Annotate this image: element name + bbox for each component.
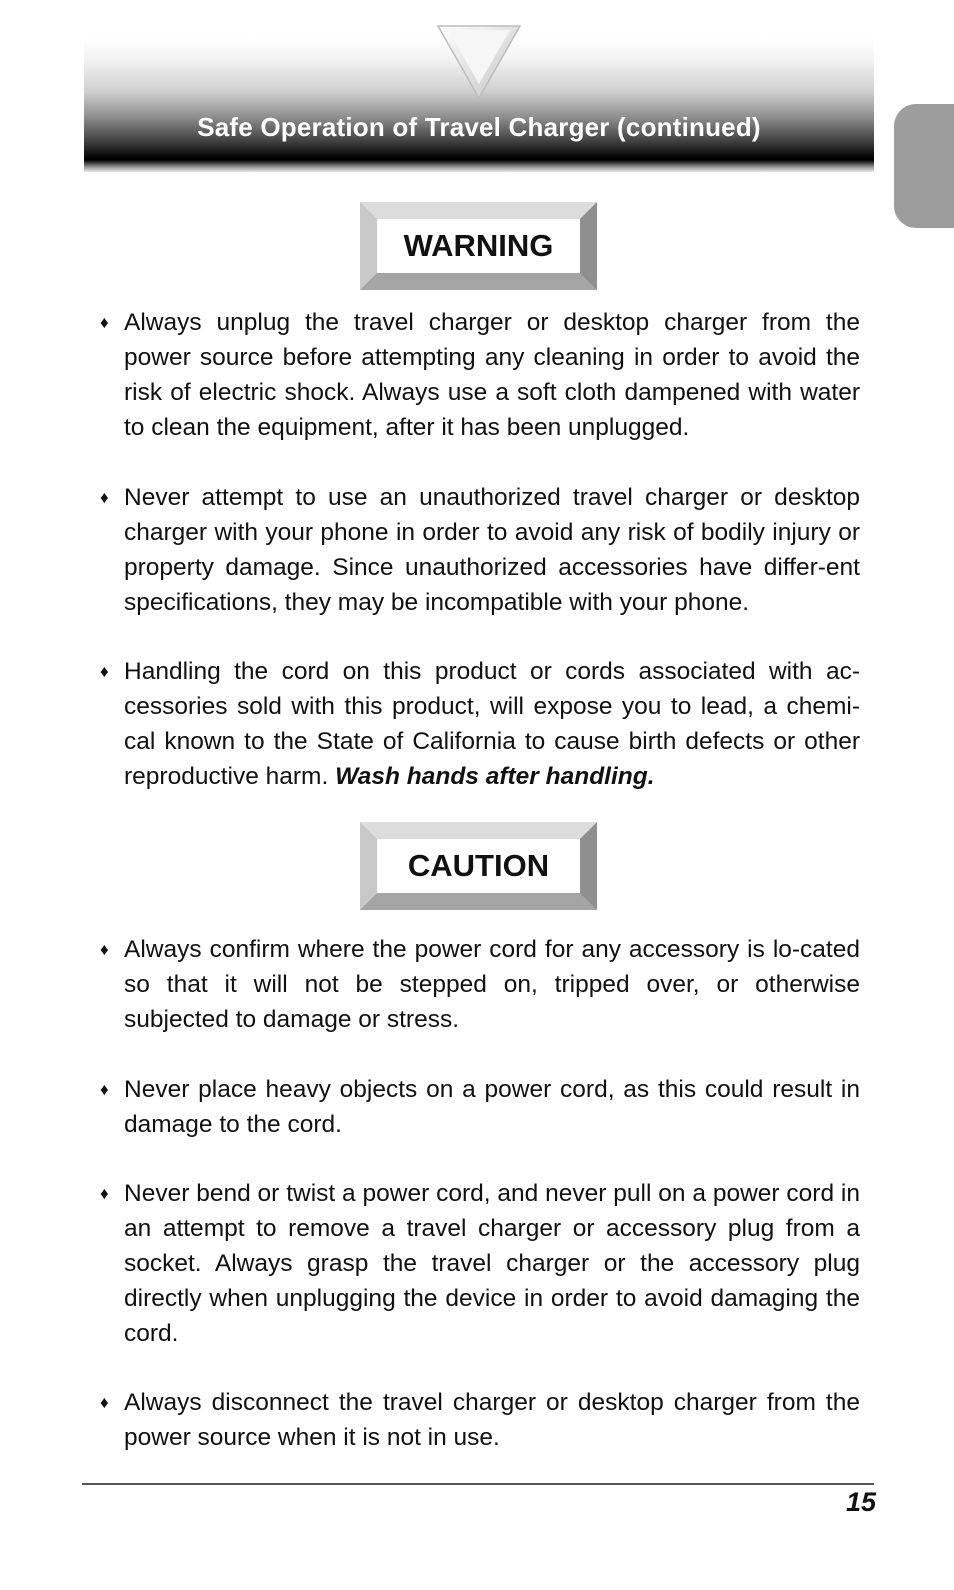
warning-item-text: Always unplug the travel charger or desktop charger from the power source before attempting any cleaning in order to avoid the risk of electric shock. Always use a soft cloth dampened with water to clean the equipment, after it has been unplugged.: [124, 309, 860, 441]
caution-item: [100, 1072, 860, 1142]
warning-item: [100, 654, 860, 794]
warning-item-text: Never attempt to use an unauthorized travel charger or desktop charger with your phone in order to avoid any risk of bodily injury or property damage. Since unauthorized accessories have differ-ent specifications, they may be incompatible with your phone.: [124, 484, 860, 616]
down-triangle-icon: [436, 24, 522, 100]
caution-item: [100, 1176, 860, 1351]
warning-item-emphasis: Wash hands after handling.: [335, 763, 655, 790]
caution-label: CAUTION: [407, 848, 550, 883]
diamond-bullet-icon: ♦: [100, 1393, 109, 1412]
page-number: 15: [845, 1487, 876, 1517]
warning-item: [100, 480, 860, 620]
caution-item-text: Always confirm where the power cord for any accessory is lo-cated so that it will not be stepped on, tripped over, or otherwise subjected to damage or stress.: [124, 936, 860, 1033]
warning-label-box: [360, 202, 597, 290]
header-shadow: [84, 160, 874, 172]
caution-item-text: Never place heavy objects on a power cord, as this could result in damage to the cord.: [124, 1076, 860, 1138]
page-title: Safe Operation of Travel Charger (continued): [197, 112, 761, 142]
section-tab: [894, 104, 954, 228]
warning-item: [100, 305, 860, 445]
diamond-bullet-icon: ♦: [100, 488, 109, 507]
diamond-bullet-icon: ♦: [100, 313, 109, 332]
diamond-bullet-icon: ♦: [100, 1080, 109, 1099]
warning-label: WARNING: [403, 228, 554, 263]
diamond-bullet-icon: ♦: [100, 1184, 109, 1203]
caution-item-text: Always disconnect the travel charger or desktop charger from the power source when it is not in use.: [124, 1389, 860, 1451]
diamond-bullet-icon: ♦: [100, 662, 109, 681]
diamond-bullet-icon: ♦: [100, 940, 109, 959]
footer-divider: [82, 1483, 874, 1485]
warning-item-text: Handling the cord on this product or cords associated with ac-cessories sold with this product, will expose you to lead, a chemi-cal known to the State of California to cause birth defects or other reproductive harm.: [124, 658, 860, 790]
caution-label-box: [360, 822, 597, 910]
caution-item: [100, 932, 860, 1037]
caution-item: [100, 1385, 860, 1455]
caution-item-text: Never bend or twist a power cord, and never pull on a power cord in an attempt to remove a travel charger or accessory plug from a socket. Always grasp the travel charger or the accessory plug directly when unplugging the device in order to avoid damaging the cord.: [124, 1180, 860, 1347]
